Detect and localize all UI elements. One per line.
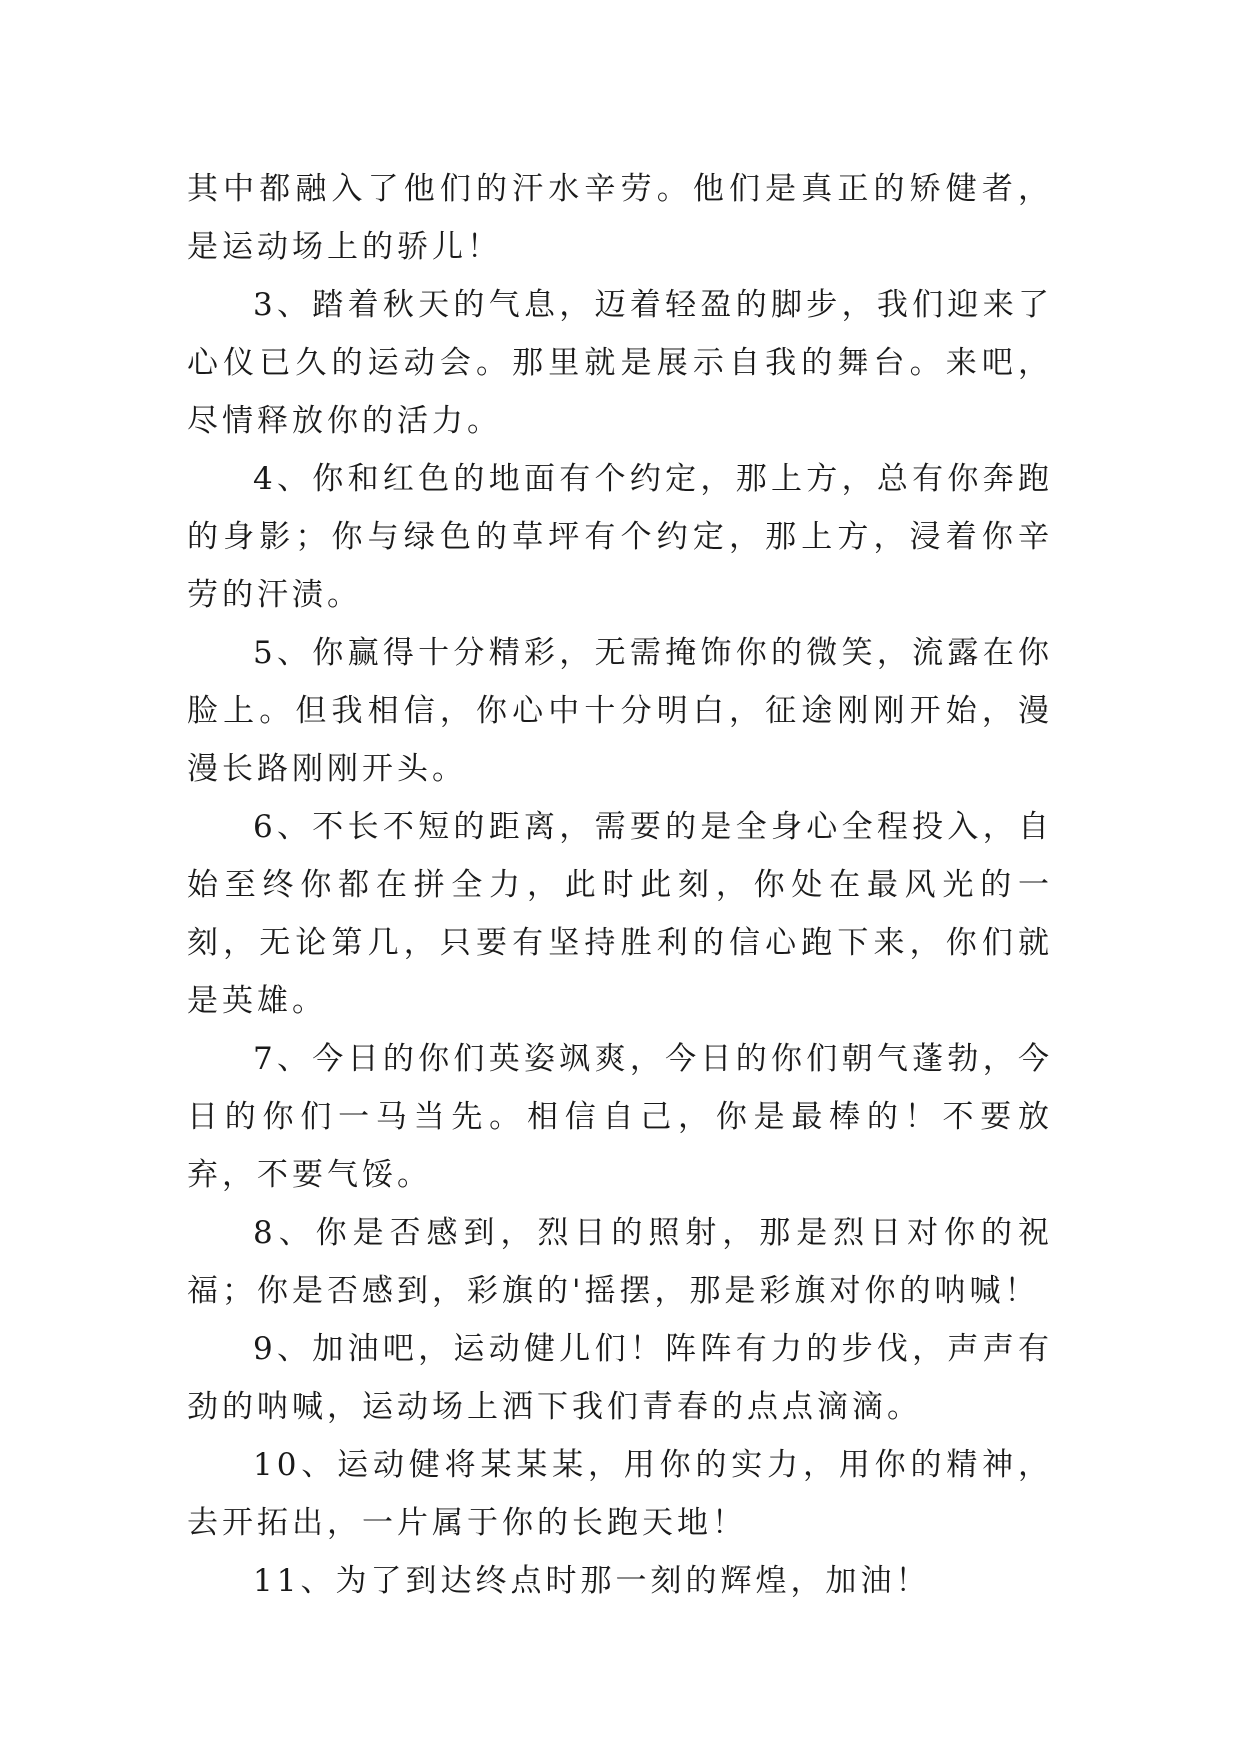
paragraph-item-8: 8、你是否感到，烈日的照射，那是烈日对你的祝福；你是否感到，彩旗的'摇摆，那是彩旗对你的呐喊！ [187, 1215, 1053, 1309]
paragraph-item-11: 11、为了到达终点时那一刻的辉煌，加油！ [253, 1563, 931, 1599]
paragraph-item-9: 9、加油吧，运动健儿们！阵阵有力的步伐，声声有劲的呐喊，运动场上洒下我们青春的点点滴滴。 [187, 1331, 1053, 1425]
paragraph-continuation: 其中都融入了他们的汗水辛劳。他们是真正的矫健者，是运动场上的骄儿！ [187, 171, 1053, 265]
paragraph-item-7: 7、今日的你们英姿飒爽，今日的你们朝气蓬勃，今日的你们一马当先。相信自己，你是最棒的！不要放弃，不要气馁。 [187, 1041, 1053, 1193]
document-body [187, 160, 1053, 1610]
paragraph-item-3: 3、踏着秋天的气息，迈着轻盈的脚步，我们迎来了心仪已久的运动会。那里就是展示自我的舞台。来吧，尽情释放你的活力。 [187, 287, 1053, 439]
paragraph-item-4: 4、你和红色的地面有个约定，那上方，总有你奔跑的身影；你与绿色的草坪有个约定，那上方，浸着你辛劳的汗渍。 [187, 461, 1053, 613]
paragraph-item-10: 10、运动健将某某某，用你的实力，用你的精神，去开拓出，一片属于你的长跑天地！ [187, 1447, 1053, 1541]
paragraph-item-6: 6、不长不短的距离，需要的是全身心全程投入，自始至终你都在拼全力，此时此刻，你处在最风光的一刻，无论第几，只要有坚持胜利的信心跑下来，你们就是英雄。 [187, 809, 1053, 1019]
paragraph-item-5: 5、你赢得十分精彩，无需掩饰你的微笑，流露在你脸上。但我相信，你心中十分明白，征途刚刚开始，漫漫长路刚刚开头。 [187, 635, 1053, 787]
